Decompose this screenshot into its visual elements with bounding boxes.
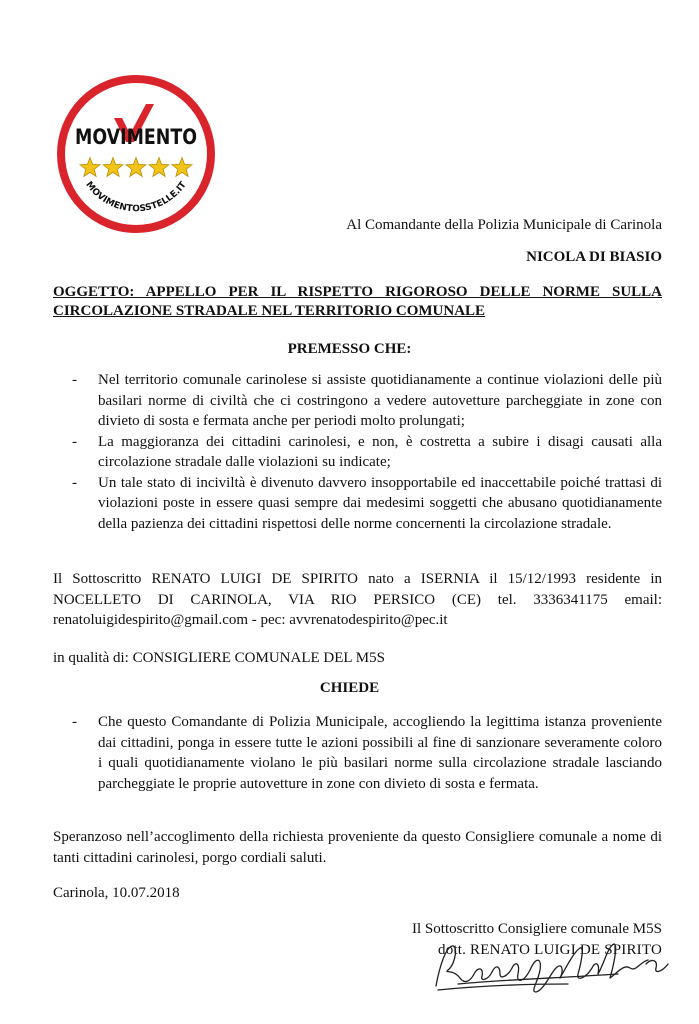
signatory-details: Il Sottoscritto RENATO LUIGI DE SPIRITO nato a ISERNIA il 15/12/1993 residente in NOCELLETO DI CARINOLA, VIA RIO PERSICO (CE) tel. 3336341175 email: renatoluigidespirito@gmail.com - pec: avvrenatodespirito@pec.it xyxy=(53,571,662,628)
date-place: Carinola, 10.07.2018 xyxy=(53,885,180,901)
handwritten-signature xyxy=(418,934,678,996)
logo-url-text: MOVIMENTOSSTELLE.IT xyxy=(83,180,189,215)
closing-paragraph: Speranzoso nell’accoglimento della richiesta proveniente da questo Consigliere comunale a nome di tanti cittadini carinolesi, porgo cordiali saluti. xyxy=(53,829,662,866)
bullet-dash: - xyxy=(72,474,77,491)
list-item-text: La maggioranza dei cittadini carinolesi, e non, è costretta a subire i disagi causati alla circolazione stradale dalle violazioni su indicate; xyxy=(98,433,662,470)
chiede-heading: CHIEDE xyxy=(319,680,380,696)
premesso-list xyxy=(53,370,662,534)
list-item xyxy=(53,370,662,432)
list-item xyxy=(53,712,662,794)
signatory-role: in qualità di: CONSIGLIERE COMUNALE DEL M5S xyxy=(53,650,385,666)
recipient-line: Al Comandante della Polizia Municipale di Carinola xyxy=(346,217,662,233)
bullet-dash: - xyxy=(72,714,77,730)
list-item xyxy=(53,473,662,535)
list-item-text: Un tale stato di inciviltà è divenuto davvero insopportabile ed inaccettabile poiché trattasi di violazioni poste in essere quasi sempre dai medesimi soggetti che abusano quotidianamente della pazienza dei cittadini rispettosi delle norme concernenti la circolazione stradale. xyxy=(98,474,662,532)
list-item-text: Che questo Comandante di Polizia Municipale, accogliendo la legittima istanza proveniente dai cittadini, ponga in essere tutte le azioni possibili al fine di sanzionare severamente coloro i quali quotidianamente violano le più basilari norme sulla circolazione stradale lasciando parcheggiate le proprie autovetture in zone con divieto di sosta e fermata. xyxy=(98,714,662,792)
logo-wordmark: MOVIMENTO xyxy=(75,125,197,149)
premesso-heading: PREMESSO CHE: xyxy=(287,341,412,357)
bullet-dash: - xyxy=(72,433,77,450)
subject-line: OGGETTO: APPELLO PER IL RISPETTO RIGOROSO DELLE NORME SULLA CIRCOLAZIONE STRADALE NEL TERRITORIO COMUNALE xyxy=(53,284,662,319)
bullet-dash: - xyxy=(72,372,77,388)
list-item-text: Nel territorio comunale carinolese si assiste quotidianamente a continue violazioni delle più basilari norme di civiltà che ci costringono a vedere autovetture parcheggiate in zone con divieto di sosta e fermata anche per periodi molto prolungati; xyxy=(98,372,662,429)
list-item xyxy=(53,432,662,473)
chiede-list xyxy=(53,712,662,794)
signature-title: Il Sottoscritto Consigliere comunale M5S xyxy=(412,921,662,937)
recipient-name: NICOLA DI BIASIO xyxy=(526,249,662,265)
signatory-name: dott. RENATO LUIGI DE SPIRITO xyxy=(438,942,662,958)
movimento-5-stelle-logo xyxy=(56,74,216,234)
